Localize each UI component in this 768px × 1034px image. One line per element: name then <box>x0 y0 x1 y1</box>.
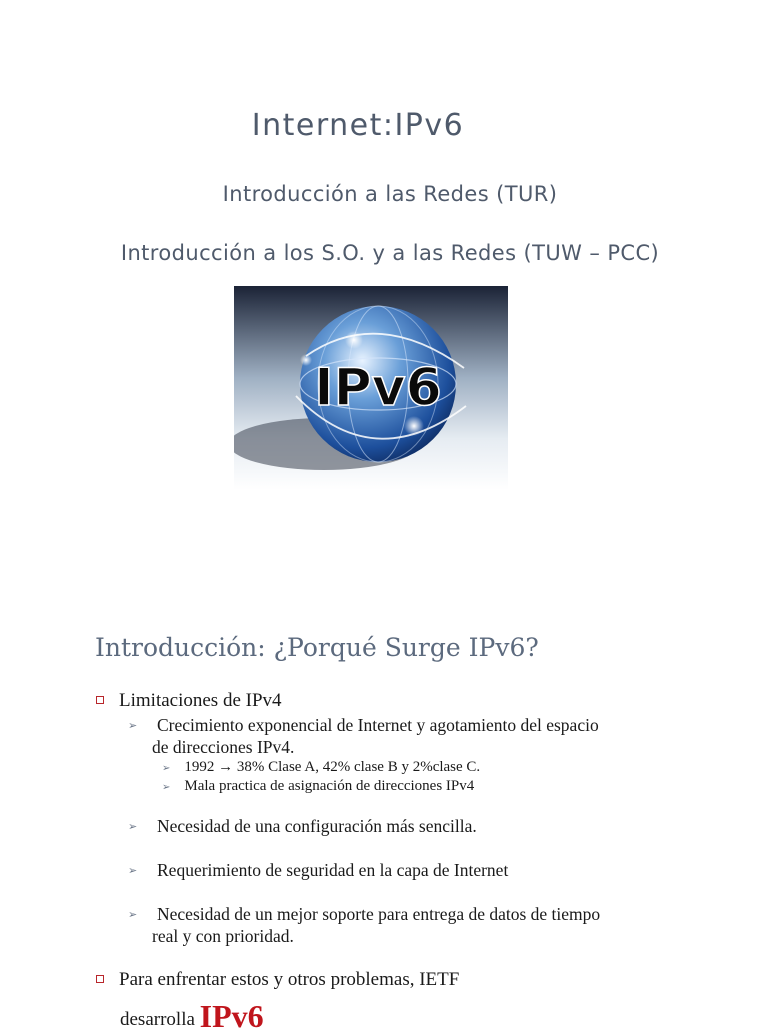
slide-title-intro: Introducción: ¿Porqué Surge IPv6? <box>95 633 539 662</box>
ipv6-image-label: IPv6 <box>314 358 442 418</box>
bullet-limitaciones: Limitaciones de IPv4 <box>96 690 282 712</box>
arrowhead-right-icon: ➢ <box>128 908 138 921</box>
bullet-configuracion: ➢ Necesidad de una configuración más sencilla. <box>128 816 477 836</box>
arrowhead-right-icon: ➢ <box>162 782 171 793</box>
bullet-tiempo-real: ➢ Necesidad de un mejor soporte para entrega de datos de tiempo real y con prioridad. <box>128 904 601 946</box>
bullet-ietf-line2: desarrolla IPv6 <box>120 998 264 1034</box>
bullet-seguridad: ➢ Requerimiento de seguridad en la capa de Internet <box>128 860 509 880</box>
arrowhead-right-icon: ➢ <box>128 719 138 732</box>
ipv6-globe-image <box>234 286 508 490</box>
bullet-ietf: Para enfrentar estos y otros problemas, IETF <box>96 969 459 991</box>
ipv6-highlight: IPv6 <box>199 998 264 1034</box>
arrowhead-right-icon: ➢ <box>128 864 138 877</box>
square-outline-icon <box>96 696 104 704</box>
slide-subtitle-tuw: Introducción a los S.O. y a las Redes (TUW – PCC) <box>120 241 660 265</box>
square-outline-icon <box>96 975 104 983</box>
slide-subtitle-tur: Introducción a las Redes (TUR) <box>222 182 558 206</box>
arrowhead-right-icon: ➢ <box>128 820 138 833</box>
bullet-1992: ➢ 1992 → 38% Clase A, 42% clase B y 2%clase C. <box>162 759 481 775</box>
bullet-mala-practica: ➢ Mala practica de asignación de direcciones IPv4 <box>162 778 475 794</box>
arrowhead-right-icon: ➢ <box>162 763 171 774</box>
slide-title: Internet:IPv6 <box>251 108 465 143</box>
bullet-crecimiento: ➢ Crecimiento exponencial de Internet y agotamiento del espacio de direcciones IPv4. <box>128 715 599 757</box>
